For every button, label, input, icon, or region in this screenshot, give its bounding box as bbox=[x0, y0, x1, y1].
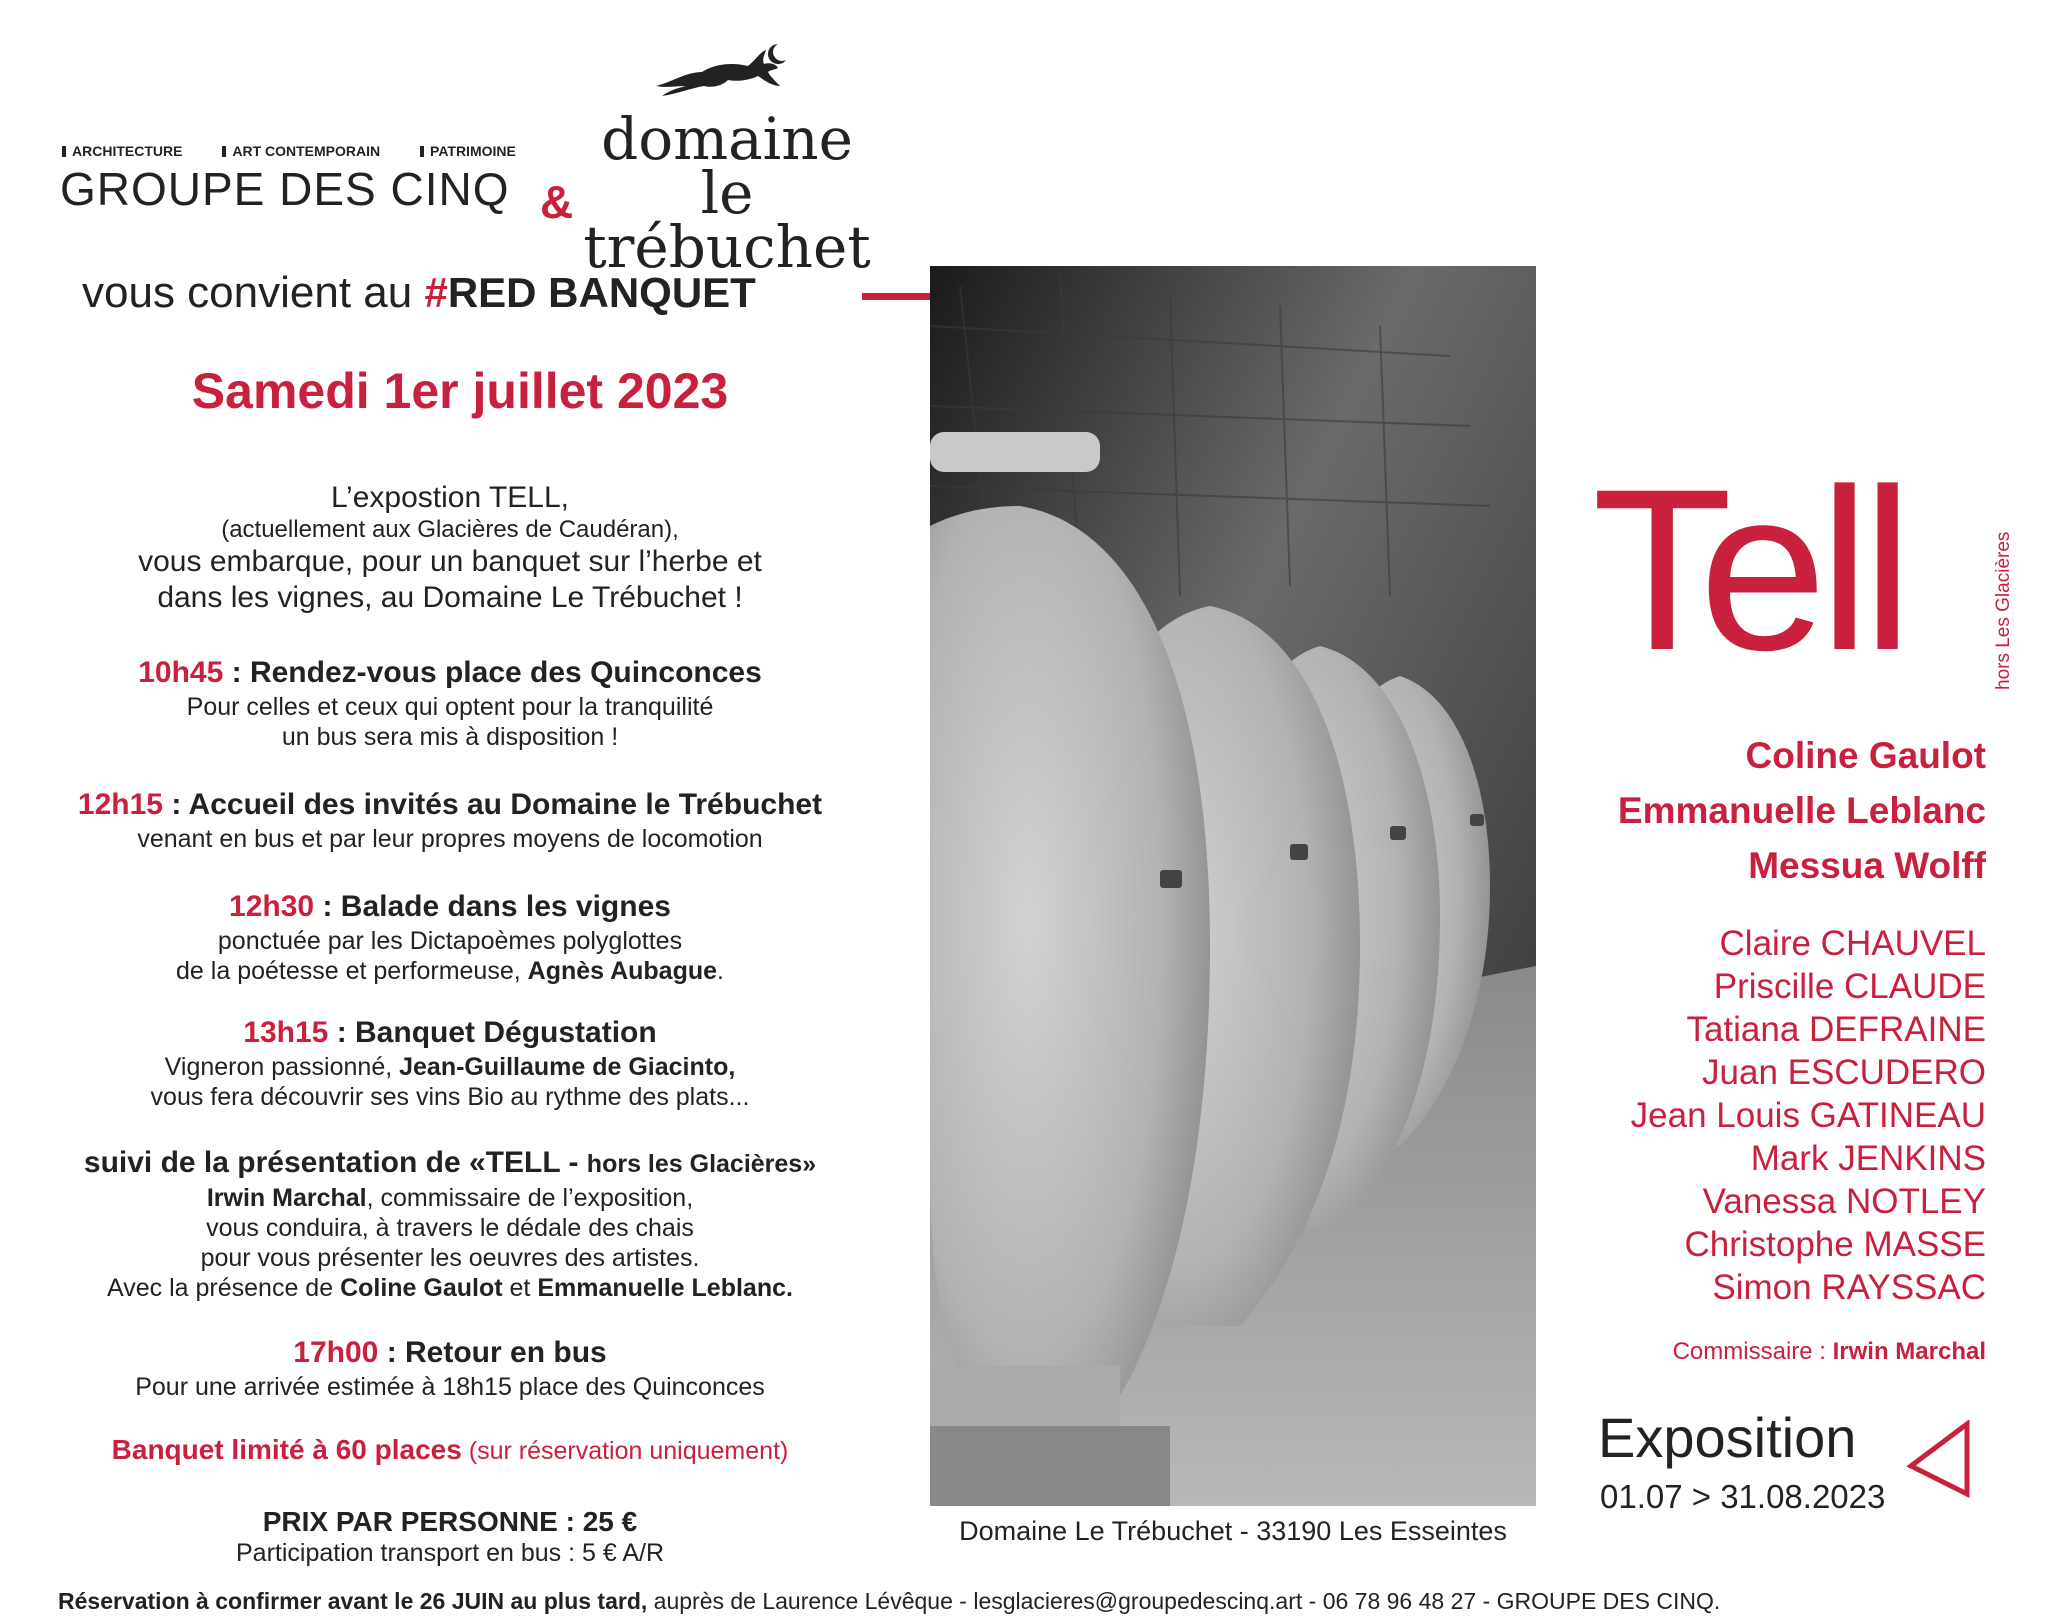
program-time: 13h15 bbox=[243, 1016, 329, 1049]
program-line: un bus sera mis à disposition ! bbox=[281, 723, 619, 751]
event-name: RED BANQUET bbox=[447, 269, 756, 316]
reservation-contact: auprès de Laurence Lévêque - lesglacieres@groupedescinq.art - 06 78 96 48 27 - GROUPE DES CINQ. bbox=[647, 1588, 1721, 1614]
commissaire bbox=[1673, 1338, 1986, 1366]
tag-art-contemporain: ART CONTEMPORAIN bbox=[222, 143, 380, 159]
reservation-footer bbox=[58, 1588, 1720, 1615]
artist-item: Tatiana DEFRAINE bbox=[1686, 1010, 1986, 1049]
program-heading bbox=[40, 786, 860, 824]
program-line: Pour celles et ceux qui optent pour la tranquilité bbox=[186, 693, 714, 721]
performer-name: Agnès Aubague bbox=[527, 957, 718, 985]
artist-item: Christophe MASSE bbox=[1684, 1225, 1986, 1264]
program-heading bbox=[40, 888, 860, 926]
program-text: , commissaire de l’exposition, bbox=[366, 1184, 694, 1212]
domaine-le-trebuchet-logo bbox=[582, 105, 872, 281]
main-artist: Coline Gaulot bbox=[1745, 735, 1986, 776]
limit-note: (sur réservation uniquement) bbox=[461, 1437, 789, 1465]
intro-line-3: vous embarque, pour un banquet sur l’herbe et bbox=[138, 545, 762, 578]
exposition-title: Exposition bbox=[1598, 1406, 1857, 1469]
event-date: Samedi 1er juillet 2023 bbox=[191, 363, 729, 419]
program-line bbox=[40, 1183, 860, 1213]
program-line: vous fera découvrir ses vins Bio au rythme des plats... bbox=[150, 1083, 750, 1111]
reservation-deadline: Réservation à confirmer avant le 26 JUIN au plus tard, bbox=[58, 1588, 648, 1614]
price-block bbox=[40, 1506, 860, 1568]
program-item-6 bbox=[40, 1334, 860, 1402]
program-time: 12h30 bbox=[229, 890, 315, 923]
program-title-suffix: hors les Glacières» bbox=[586, 1150, 817, 1178]
commissaire-name: Irwin Marchal bbox=[1832, 1338, 1986, 1365]
commissaire-label: Commissaire : bbox=[1672, 1338, 1833, 1365]
limit-text: Banquet limité à 60 places bbox=[111, 1434, 462, 1465]
program-text: Vigneron passionné, bbox=[164, 1053, 400, 1081]
domaine-line-1: domaine le bbox=[601, 105, 853, 227]
program-title: : Banquet Dégustation bbox=[328, 1016, 657, 1049]
program-item-2 bbox=[40, 786, 860, 854]
program-item-4 bbox=[40, 1014, 860, 1112]
artist-item: Juan ESCUDERO bbox=[1702, 1053, 1986, 1092]
glacieres-logo-icon bbox=[1905, 1420, 1975, 1500]
groupe-des-cinq-logo: GROUPE DES CINQ bbox=[60, 163, 510, 215]
program-line: venant en bus et par leur propres moyens de locomotion bbox=[137, 825, 763, 853]
program-line: ponctuée par les Dictapoèmes polyglottes bbox=[217, 927, 683, 955]
curator-name: Irwin Marchal bbox=[206, 1184, 367, 1212]
program-title: : Retour en bus bbox=[378, 1336, 607, 1369]
artist-list bbox=[1631, 922, 1986, 1309]
program-time: 10h45 bbox=[138, 656, 224, 689]
artist-item: Jean Louis GATINEAU bbox=[1630, 1096, 1986, 1135]
program-line: Pour une arrivée estimée à 18h15 place des Quinconces bbox=[135, 1373, 765, 1401]
tell-title: Tell bbox=[1592, 441, 1906, 698]
artist-name: Emmanuelle Leblanc. bbox=[537, 1274, 793, 1302]
program-time: 12h15 bbox=[77, 788, 163, 821]
program-line: vous conduira, à travers le dédale des chais bbox=[206, 1214, 694, 1242]
program-heading bbox=[40, 1014, 860, 1052]
invitation-prefix: vous convient au bbox=[82, 268, 413, 317]
photo-caption: Domaine Le Trébuchet - 33190 Les Esseintes bbox=[959, 1516, 1507, 1546]
main-artist: Emmanuelle Leblanc bbox=[1617, 790, 1986, 831]
invitation-line bbox=[82, 268, 756, 318]
artist-item: Vanessa NOTLEY bbox=[1702, 1182, 1986, 1221]
intro-line-2: (actuellement aux Glacières de Caudéran), bbox=[221, 516, 679, 543]
tag-architecture: ARCHITECTURE bbox=[62, 143, 182, 159]
category-tags bbox=[62, 143, 552, 159]
transport-price: Participation transport en bus : 5 € A/R bbox=[235, 1539, 664, 1567]
main-artist: Messua Wolff bbox=[1748, 845, 1986, 886]
program-line: pour vous présenter les oeuvres des artistes. bbox=[200, 1244, 700, 1272]
program-item-5 bbox=[40, 1144, 860, 1303]
hare-icon bbox=[652, 42, 792, 102]
program-line bbox=[40, 956, 860, 986]
artist-name: Coline Gaulot bbox=[340, 1274, 503, 1302]
intro-line-4: dans les vignes, au Domaine Le Trébuchet ! bbox=[157, 581, 743, 614]
program-text: de la poétesse et performeuse, bbox=[176, 957, 528, 985]
intro-text bbox=[40, 480, 860, 616]
booking-limit bbox=[40, 1434, 860, 1466]
domaine-line-2: trébuchet bbox=[583, 213, 871, 281]
program-time: 17h00 bbox=[293, 1336, 379, 1369]
artist-item: Claire CHAUVEL bbox=[1719, 924, 1986, 963]
artist-item: Mark JENKINS bbox=[1750, 1139, 1986, 1178]
program-heading bbox=[40, 1334, 860, 1372]
program-item-3 bbox=[40, 888, 860, 986]
amphorae-photo bbox=[930, 266, 1536, 1506]
hors-les-glacieres: hors Les Glacières bbox=[1993, 531, 2014, 690]
artist-item: Simon RAYSSAC bbox=[1712, 1268, 1986, 1307]
program-heading bbox=[40, 654, 860, 692]
program-title: : Accueil des invités au Domaine le Trébuchet bbox=[162, 788, 823, 821]
program-text: . bbox=[717, 957, 724, 985]
program-title: : Balade dans les vignes bbox=[314, 890, 671, 923]
ampersand: & bbox=[540, 176, 574, 228]
price: PRIX PAR PERSONNE : 25 € bbox=[262, 1506, 638, 1537]
winemaker-name: Jean-Guillaume de Giacinto, bbox=[399, 1053, 736, 1081]
program-item-1 bbox=[40, 654, 860, 752]
artist-item: Priscille CLAUDE bbox=[1713, 967, 1986, 1006]
program-line bbox=[40, 1052, 860, 1082]
tag-patrimoine: PATRIMOINE bbox=[420, 143, 516, 159]
program-text: Avec la présence de bbox=[107, 1274, 341, 1302]
hashtag: # bbox=[424, 269, 448, 316]
intro-line-1: L’expostion TELL, bbox=[331, 481, 569, 514]
program-title: : Rendez-vous place des Quinconces bbox=[223, 656, 762, 689]
exposition-dates: 01.07 > 31.08.2023 bbox=[1600, 1478, 1886, 1515]
program-text: et bbox=[502, 1274, 538, 1302]
program-title: suivi de la présentation de «TELL - bbox=[83, 1146, 587, 1179]
main-artists bbox=[1618, 728, 1986, 893]
program-heading bbox=[40, 1144, 860, 1183]
program-line bbox=[40, 1273, 860, 1303]
